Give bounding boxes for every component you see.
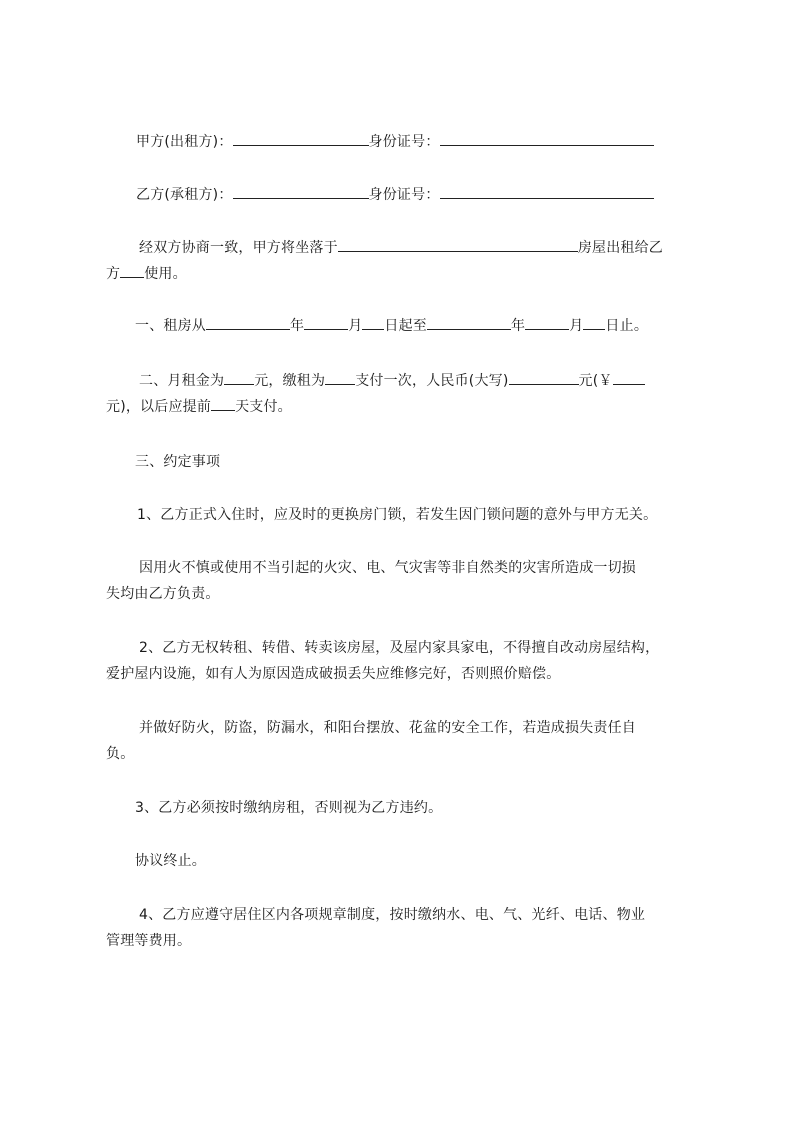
clause1-text-c: 月 — [348, 318, 363, 334]
clause2-text-d: 元(￥ — [578, 373, 613, 389]
party-b-label: 乙方(承租方)： — [136, 187, 233, 203]
clause2-text-c: 支付一次，人民币(大写) — [355, 373, 509, 389]
item-3b: 协议终止。 — [135, 853, 206, 869]
party-a-label: 甲方(出租方)： — [136, 134, 233, 150]
item-2-line-2: 爱护屋内设施，如有人为原因造成破损丢失应维修完好，否则照价赔偿。 — [106, 666, 561, 682]
clause1-text-g: 日止。 — [605, 318, 649, 334]
end-day-blank[interactable] — [583, 315, 605, 330]
start-year-blank[interactable] — [206, 315, 290, 330]
clause1-text-f: 月 — [569, 318, 584, 334]
party-b-row — [136, 182, 654, 208]
item-1b-line-2: 失均由乙方负责。 — [106, 586, 220, 602]
party-b-id-blank[interactable] — [440, 184, 654, 199]
clause-1 — [135, 313, 648, 339]
payment-period-blank[interactable] — [325, 370, 355, 385]
clause1-text-e: 年 — [511, 318, 526, 334]
item-2b-line-2: 负。 — [106, 746, 135, 762]
clause1-text-d: 日起至 — [384, 318, 428, 334]
monthly-rent-blank[interactable] — [224, 370, 254, 385]
party-a-row — [136, 129, 654, 155]
intro-line-2 — [106, 261, 187, 287]
item-4-line-1: 4、乙方应遵守居住区内各项规章制度，按时缴纳水、电、气、光纤、电话、物业 — [139, 907, 646, 923]
clause-2-line-1 — [139, 368, 645, 394]
item-4-line-2: 管理等费用。 — [106, 933, 192, 949]
intro-text-4: 使用。 — [144, 266, 187, 282]
start-day-blank[interactable] — [362, 315, 384, 330]
clause1-text-b: 年 — [290, 318, 305, 334]
intro-text-2: 房屋出租给乙 — [577, 240, 664, 256]
amount-words-blank[interactable] — [509, 370, 579, 385]
party-a-id-blank[interactable] — [440, 131, 654, 146]
clause2-text-f: 天支付。 — [235, 399, 292, 415]
party-b-id-label: 身份证号： — [368, 187, 440, 203]
start-month-blank[interactable] — [304, 315, 348, 330]
intro-line-1 — [139, 235, 663, 261]
intro-text-3: 方 — [106, 266, 121, 282]
clause2-text-b: 元，缴租为 — [254, 373, 326, 389]
end-year-blank[interactable] — [427, 315, 511, 330]
item-1: 1、乙方正式入住时，应及时的更换房门锁，若发生因门锁问题的意外与甲方无关。 — [137, 507, 658, 523]
clause1-text-a: 一、租房从 — [135, 318, 206, 334]
intro-text-1: 经双方协商一致，甲方将坐落于 — [139, 240, 338, 256]
item-1b-line-1: 因用火不慎或使用不当引起的火灾、电、气灾害等非自然类的灾害所造成一切损 — [139, 560, 636, 576]
amount-number-blank[interactable] — [613, 370, 645, 385]
clause2-text-e: 元)，以后应提前 — [106, 399, 212, 415]
item-2-line-1: 2、乙方无权转租、转借、转卖该房屋，及屋内家具家电，不得擅自改动房屋结构， — [139, 640, 660, 656]
advance-days-blank[interactable] — [211, 396, 235, 411]
item-3: 3、乙方必须按时缴纳房租，否则视为乙方违约。 — [135, 800, 443, 816]
end-month-blank[interactable] — [525, 315, 569, 330]
party-a-name-blank[interactable] — [233, 131, 369, 146]
address-blank[interactable] — [338, 237, 578, 252]
usage-blank[interactable] — [120, 263, 144, 278]
clause2-text-a: 二、月租金为 — [139, 373, 225, 389]
item-2b-line-1: 并做好防火，防盗，防漏水，和阳台摆放、花盆的安全工作，若造成损失责任自 — [139, 720, 636, 736]
clause-2-line-2 — [106, 394, 292, 420]
clause-3-title: 三、约定事项 — [135, 454, 221, 470]
party-b-name-blank[interactable] — [233, 184, 369, 199]
party-a-id-label: 身份证号： — [368, 134, 440, 150]
